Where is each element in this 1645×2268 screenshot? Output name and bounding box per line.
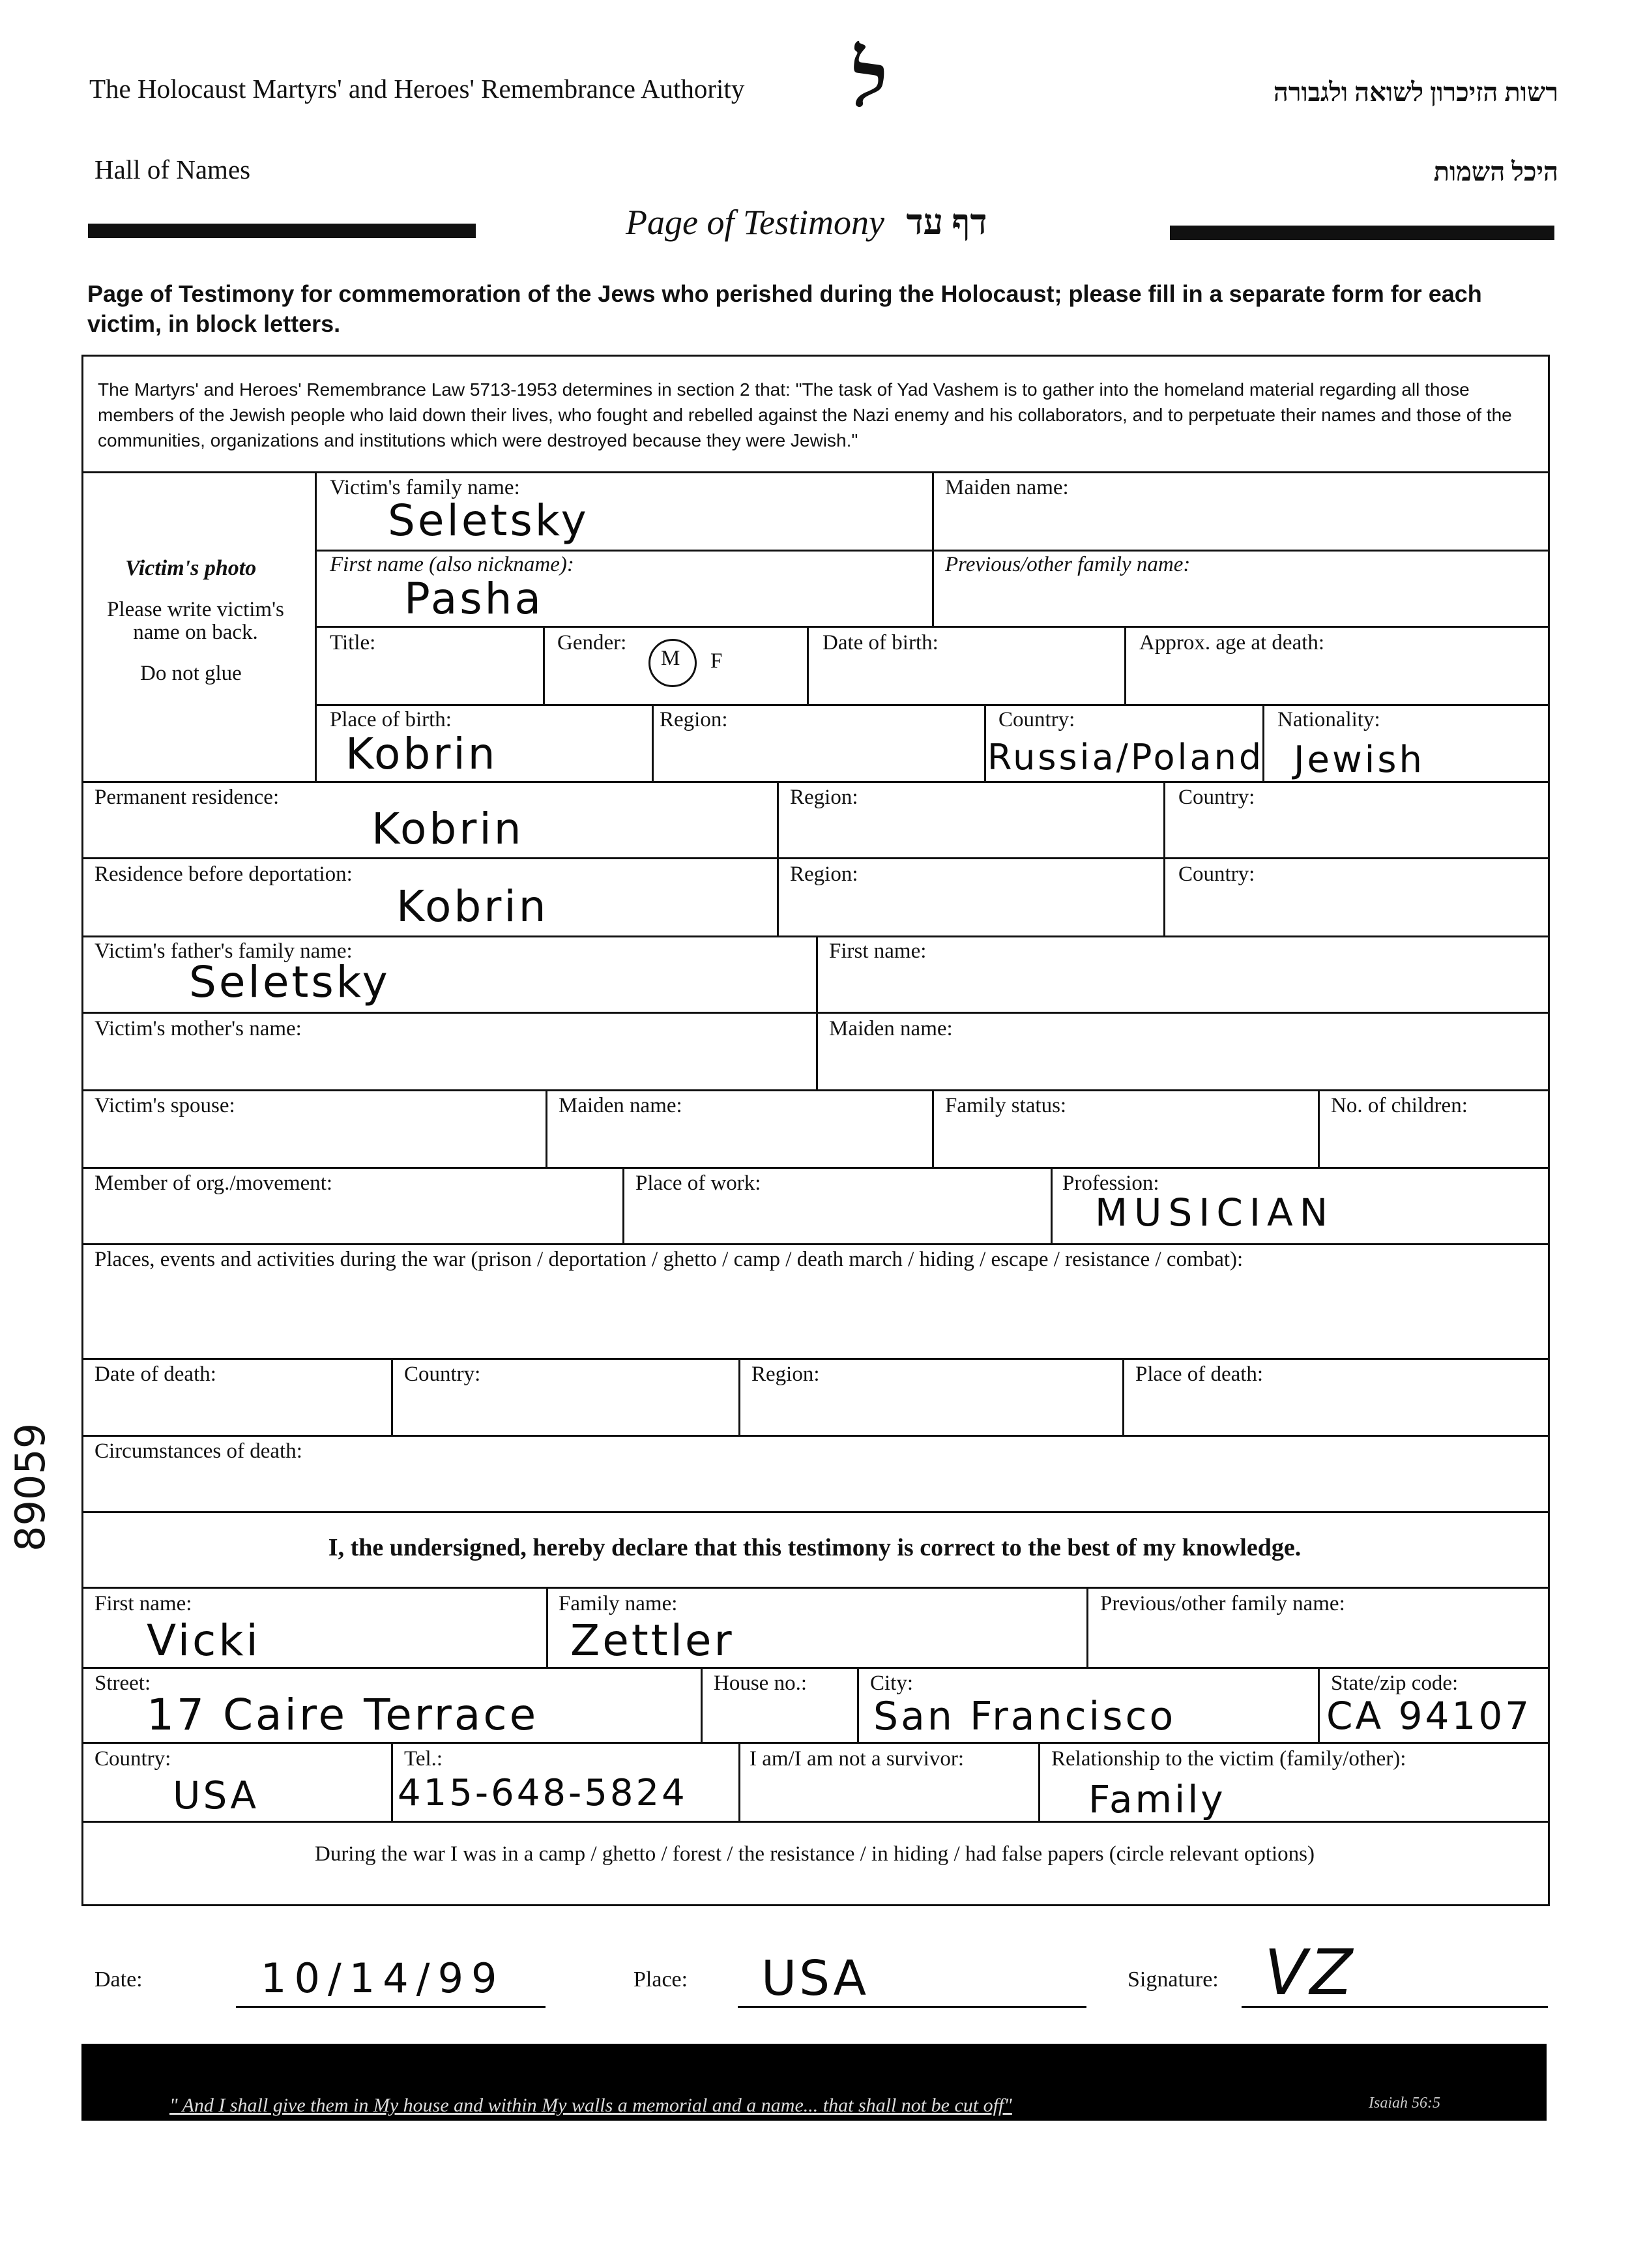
gender-m[interactable]: M bbox=[661, 647, 680, 670]
date-of-death-label: Date of death: bbox=[95, 1362, 216, 1386]
divider bbox=[652, 704, 654, 781]
place-value[interactable]: USA bbox=[761, 1951, 869, 2007]
divider bbox=[932, 1089, 934, 1167]
divider bbox=[1038, 1742, 1040, 1821]
approx-age-label: Approx. age at death: bbox=[1139, 631, 1325, 655]
family-status-label: Family status: bbox=[945, 1094, 1067, 1117]
page-title: Page of Testimony דף עד bbox=[626, 203, 987, 242]
header-bar-left bbox=[88, 224, 476, 238]
death-region-label: Region: bbox=[751, 1362, 820, 1386]
submitter-first-name-value[interactable]: Vicki bbox=[147, 1615, 261, 1666]
divider bbox=[807, 626, 809, 704]
country-label: Country: bbox=[1178, 786, 1255, 809]
divider bbox=[1122, 1358, 1124, 1435]
divider bbox=[81, 1089, 1550, 1091]
birth-country-value[interactable]: Russia/Poland bbox=[987, 737, 1264, 778]
family-name-label: Victim's family name: bbox=[330, 476, 520, 499]
footer-quote: " And I shall give them in My house and within My walls a memorial and a name... that shall not be cut off" bbox=[169, 2095, 1012, 2116]
father-family-name-label: Victim's father's family name: bbox=[95, 939, 353, 963]
places-events-label: Places, events and activities during the war (prison / deportation / ghetto / camp / death march / hiding / escape / resistance / combat): bbox=[95, 1248, 1244, 1271]
divider bbox=[81, 1587, 1550, 1589]
place-underline bbox=[738, 2006, 1086, 2008]
house-no-label: House no.: bbox=[714, 1672, 807, 1695]
signature-value[interactable]: VZ bbox=[1264, 1936, 1356, 2009]
during-war-text: During the war I was in a camp / ghetto / forest / the resistance / in hiding / had false papers (circle relevant options) bbox=[314, 1842, 1315, 1866]
member-org-label: Member of org./movement: bbox=[95, 1171, 333, 1195]
family-name-value[interactable]: Seletsky bbox=[388, 495, 589, 546]
photo-title: Victim's photo bbox=[125, 556, 257, 580]
residence-before-value[interactable]: Kobrin bbox=[396, 881, 549, 932]
organization-name: The Holocaust Martyrs' and Heroes' Remembrance Authority bbox=[89, 74, 745, 104]
tel-value[interactable]: 415-648-5824 bbox=[398, 1772, 688, 1814]
divider bbox=[1086, 1587, 1088, 1667]
city-value[interactable]: San Francisco bbox=[873, 1694, 1176, 1739]
death-country-label: Country: bbox=[404, 1362, 481, 1386]
divider bbox=[81, 1358, 1550, 1360]
nationality-value[interactable]: Jewish bbox=[1294, 739, 1425, 781]
submitter-family-name-label: Family name: bbox=[559, 1592, 678, 1615]
country-label: Country: bbox=[1178, 862, 1255, 886]
divider bbox=[1318, 1667, 1320, 1742]
divider bbox=[1318, 1089, 1320, 1167]
place-of-death-label: Place of death: bbox=[1135, 1362, 1264, 1386]
first-name-value[interactable]: Pasha bbox=[404, 574, 544, 624]
permanent-residence-value[interactable]: Kobrin bbox=[371, 804, 524, 854]
divider bbox=[315, 626, 1550, 628]
spouse-label: Victim's spouse: bbox=[95, 1094, 235, 1117]
divider bbox=[738, 1742, 740, 1821]
first-name-label: First name (also nickname): bbox=[330, 553, 574, 576]
relationship-value[interactable]: Family bbox=[1088, 1777, 1226, 1821]
hall-of-names-hebrew: היכל השמות bbox=[1433, 157, 1558, 186]
region-label: Region: bbox=[790, 786, 858, 809]
corner-mark: ל bbox=[845, 35, 894, 126]
circumstances-label: Circumstances of death: bbox=[95, 1439, 302, 1463]
divider bbox=[81, 1667, 1550, 1669]
mother-name-label: Victim's mother's name: bbox=[95, 1017, 302, 1040]
divider bbox=[81, 1742, 1550, 1744]
submitter-country-value[interactable]: USA bbox=[173, 1773, 259, 1818]
signature-underline bbox=[1242, 2006, 1548, 2008]
photo-note-glue: Do not glue bbox=[140, 662, 242, 685]
divider bbox=[81, 1435, 1550, 1437]
law-text: The Martyrs' and Heroes' Remembrance Law 5713-1953 determines in section 2 that: "The task of Yad Vashem is to gather into the homeland material regarding all those members of the Jewish people who laid down their lives, who fought and rebelled against the Nazi enemy and his collaborators, and to perpetuate their names and those of the communities, organizations and institutions which were destroyed because they were Jewish." bbox=[98, 379, 1512, 450]
divider bbox=[777, 781, 779, 935]
organization-name-hebrew: רשות הזיכרון לשואה ולגבורה bbox=[1273, 78, 1558, 107]
maiden-name-label: Maiden name: bbox=[945, 476, 1069, 499]
hall-of-names: Hall of Names bbox=[95, 155, 251, 184]
region-label: Region: bbox=[790, 862, 858, 886]
form-box bbox=[81, 355, 1550, 1906]
survivor-label: I am/I am not a survivor: bbox=[750, 1747, 965, 1771]
divider bbox=[546, 1587, 548, 1667]
date-underline bbox=[236, 2006, 546, 2008]
state-zip-value[interactable]: CA 94107 bbox=[1326, 1694, 1532, 1738]
side-number: 89059 bbox=[7, 1422, 54, 1552]
children-label: No. of children: bbox=[1331, 1094, 1468, 1117]
place-of-birth-label: Place of birth: bbox=[330, 708, 452, 731]
divider bbox=[701, 1667, 703, 1742]
country-label: Country: bbox=[998, 708, 1075, 731]
previous-family-name-label: Previous/other family name: bbox=[945, 553, 1191, 576]
divider bbox=[1124, 626, 1126, 704]
divider bbox=[391, 1358, 393, 1435]
intro-text: Page of Testimony for commemoration of the Jews who perished during the Holocaust; please fill in a separate form for each victim, in block letters. bbox=[87, 280, 1482, 337]
street-label: Street: bbox=[95, 1672, 151, 1695]
permanent-residence-label: Permanent residence: bbox=[95, 786, 280, 809]
divider bbox=[81, 1167, 1550, 1169]
photo-note: Please write victim's name on back. bbox=[107, 598, 284, 644]
date-of-birth-label: Date of birth: bbox=[822, 631, 939, 655]
place-label: Place: bbox=[633, 1967, 688, 1992]
submitter-first-name-label: First name: bbox=[95, 1592, 192, 1615]
divider bbox=[1051, 1167, 1053, 1243]
place-of-work-label: Place of work: bbox=[635, 1171, 761, 1195]
divider bbox=[391, 1742, 393, 1821]
divider bbox=[81, 471, 1550, 473]
divider bbox=[315, 471, 317, 781]
city-label: City: bbox=[870, 1672, 914, 1695]
nationality-label: Nationality: bbox=[1277, 708, 1380, 731]
profession-label: Profession: bbox=[1062, 1171, 1159, 1195]
divider bbox=[543, 626, 545, 704]
divider bbox=[622, 1167, 624, 1243]
street-value[interactable]: 17 Caire Terrace bbox=[147, 1690, 539, 1740]
divider bbox=[81, 1243, 1550, 1245]
relationship-label: Relationship to the victim (family/other): bbox=[1051, 1747, 1406, 1771]
date-label: Date: bbox=[95, 1967, 143, 1992]
submitter-previous-name-label: Previous/other family name: bbox=[1100, 1592, 1345, 1615]
submitter-family-name-value[interactable]: Zettler bbox=[570, 1615, 735, 1666]
residence-before-label: Residence before deportation: bbox=[95, 862, 353, 886]
divider bbox=[816, 935, 818, 1089]
profession-value[interactable]: MUSICIAN bbox=[1095, 1190, 1335, 1235]
gender-f[interactable]: F bbox=[710, 649, 723, 673]
date-value[interactable]: 10/14/99 bbox=[261, 1954, 505, 2002]
mother-maiden-label: Maiden name: bbox=[829, 1017, 953, 1040]
divider bbox=[81, 781, 1550, 783]
submitter-country-label: Country: bbox=[95, 1747, 171, 1771]
father-family-name-value[interactable]: Seletsky bbox=[189, 957, 390, 1007]
region-label: Region: bbox=[660, 708, 728, 731]
divider bbox=[315, 704, 1550, 706]
footer-citation: Isaiah 56:5 bbox=[1369, 2095, 1440, 2112]
divider bbox=[546, 1089, 547, 1167]
divider bbox=[738, 1358, 740, 1435]
tel-label: Tel.: bbox=[404, 1747, 443, 1771]
father-first-name-label: First name: bbox=[829, 939, 927, 963]
place-of-birth-value[interactable]: Kobrin bbox=[345, 729, 498, 779]
divider bbox=[81, 857, 1550, 859]
signature-label: Signature: bbox=[1128, 1967, 1219, 1992]
divider bbox=[857, 1667, 859, 1742]
divider bbox=[932, 471, 934, 626]
divider bbox=[81, 1511, 1550, 1513]
state-zip-label: State/zip code: bbox=[1331, 1672, 1459, 1695]
divider bbox=[1163, 781, 1165, 935]
spouse-maiden-label: Maiden name: bbox=[559, 1094, 682, 1117]
gender-label: Gender: bbox=[557, 631, 627, 655]
divider bbox=[984, 704, 986, 781]
declaration-text: I, the undersigned, hereby declare that this testimony is correct to the best of my knowledge. bbox=[328, 1534, 1302, 1561]
header-bar-right bbox=[1170, 226, 1554, 240]
divider bbox=[81, 1821, 1550, 1823]
title-label: Title: bbox=[330, 631, 376, 655]
